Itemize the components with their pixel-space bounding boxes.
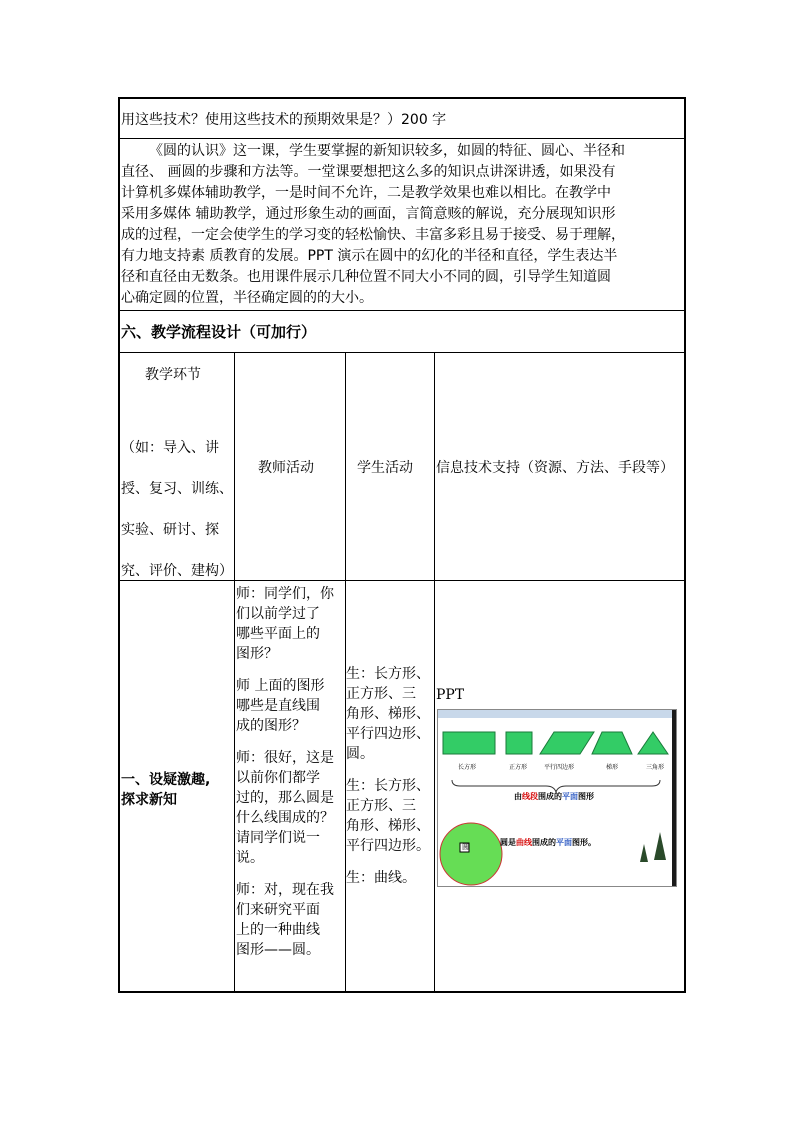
teacher-line: 说。 bbox=[236, 850, 264, 866]
ppt-slide-image bbox=[437, 709, 677, 887]
answer-line: 有力地支持素 质教育的发展。PPT 演示在圆中的幻化的半径和直径，学生表达半 bbox=[121, 248, 618, 264]
student-line: 平行四边形。 bbox=[346, 838, 430, 854]
row-divider bbox=[119, 352, 685, 353]
square-shape bbox=[506, 732, 532, 754]
caption-text: 围成的 bbox=[538, 792, 562, 801]
caption-blue-text: 平面 bbox=[556, 838, 572, 847]
slide-caption-circle bbox=[500, 837, 596, 848]
header-stage-note bbox=[121, 428, 233, 592]
teacher-line: 们以前学过了 bbox=[236, 606, 320, 622]
caption-text: 围成的 bbox=[532, 838, 556, 847]
parallelogram-shape bbox=[540, 732, 594, 754]
section-title: 六、教学流程设计（可加行） bbox=[121, 323, 317, 341]
stage-cell bbox=[121, 770, 210, 810]
teacher-line: 成的图形？ bbox=[236, 718, 306, 734]
col-divider bbox=[434, 352, 435, 992]
caption-text: 由 bbox=[514, 792, 522, 801]
student-line: 角形、梯形、 bbox=[346, 818, 430, 834]
student-line: 正方形、三 bbox=[346, 686, 416, 702]
rectangle-shape bbox=[443, 732, 495, 754]
teacher-line: 师 上面的图形 bbox=[236, 678, 325, 694]
circle-label: 圆 bbox=[462, 843, 469, 851]
shape-label: 平行四边形 bbox=[544, 764, 575, 771]
header-tech: 信息技术支持（资源、方法、手段等） bbox=[436, 460, 674, 476]
student-line: 平行四边形、 bbox=[346, 726, 430, 742]
row-divider bbox=[119, 138, 685, 139]
header-stage-note-line: （如：导入、讲 bbox=[121, 440, 219, 456]
teacher-line: 师：同学们，你 bbox=[236, 586, 334, 602]
teacher-line: 图形？ bbox=[236, 646, 278, 662]
tree-icon bbox=[654, 832, 666, 860]
student-line: 生：长方形、 bbox=[346, 778, 430, 794]
header-stage-note-line: 实验、研讨、探 bbox=[121, 522, 219, 538]
teacher-line: 上的一种曲线 bbox=[236, 922, 320, 938]
student-line: 圆。 bbox=[346, 746, 374, 762]
student-activity bbox=[346, 664, 434, 888]
teacher-line: 以前你们都学 bbox=[236, 770, 320, 786]
caption-text: 图形 bbox=[578, 792, 594, 801]
teacher-line: 师：对，现在我 bbox=[236, 882, 334, 898]
header-stage-note-line: 究、评价、建构） bbox=[121, 563, 233, 579]
student-line: 正方形、三 bbox=[346, 798, 416, 814]
teacher-line: 请同学们说一 bbox=[236, 830, 320, 846]
shape-label: 长方形 bbox=[458, 764, 477, 771]
teacher-line: 过的，那么圆是 bbox=[236, 790, 334, 806]
row-divider bbox=[119, 310, 685, 311]
caption-red-text: 线段 bbox=[522, 792, 538, 801]
caption-blue-text: 平面 bbox=[562, 792, 578, 801]
answer-line: 《圆的认识》这一课，学生要掌握的新知识较多，如圆的特征、圆心、半径和 bbox=[149, 143, 625, 159]
answer-line: 心确定圆的位置，半径确定圆的的大小。 bbox=[121, 290, 373, 306]
teacher-line: 哪些平面上的 bbox=[236, 626, 320, 642]
student-line: 生：曲线。 bbox=[346, 870, 416, 886]
header-teacher: 教师活动 bbox=[258, 460, 314, 476]
student-line: 生：长方形、 bbox=[346, 666, 430, 682]
teacher-line: 什么线围成的？ bbox=[236, 810, 334, 826]
teacher-line: 哪些是直线围 bbox=[236, 698, 320, 714]
caption-text: 图形。 bbox=[572, 838, 596, 847]
student-line: 角形、梯形、 bbox=[346, 706, 430, 722]
stage-line: 一、设疑激趣, bbox=[121, 772, 211, 788]
shape-label: 梯形 bbox=[606, 764, 619, 771]
shape-label: 三角形 bbox=[646, 764, 665, 771]
slide-caption-lines bbox=[514, 791, 594, 802]
teacher-line: 们来研究平面 bbox=[236, 902, 320, 918]
stage-line: 探求新知 bbox=[121, 792, 177, 808]
header-stage-note-line: 授、复习、训练、 bbox=[121, 481, 233, 497]
answer-line: 成的过程，一定会使学生的学习变的轻松愉快、丰富多彩且易于接受、易于理解， bbox=[121, 227, 625, 243]
teacher-activity bbox=[236, 584, 344, 960]
caption-red-text: 曲线 bbox=[516, 838, 532, 847]
tech-label: PPT bbox=[436, 687, 465, 703]
header-student: 学生活动 bbox=[357, 460, 413, 476]
trapezoid-shape bbox=[592, 732, 632, 754]
answer-paragraph bbox=[121, 141, 683, 309]
circle-shape bbox=[440, 823, 502, 885]
teacher-line: 师：很好，这是 bbox=[236, 750, 334, 766]
answer-line: 直径、 画圆的步骤和方法等。一堂课要想把这么多的知识点讲深讲透，如果没有 bbox=[121, 164, 616, 180]
question-text: 用这些技术？使用这些技术的预期效果是？）200 字 bbox=[121, 112, 447, 128]
tree-icon bbox=[640, 844, 648, 862]
header-stage-title: 教学环节 bbox=[145, 367, 201, 383]
shape-label: 正方形 bbox=[509, 764, 528, 771]
answer-line: 采用多媒体 辅助教学，通过形象生动的画面，言简意赅的解说，充分展现知识形 bbox=[121, 206, 616, 222]
caption-text: 圆是 bbox=[500, 838, 516, 847]
answer-line: 径和直径由无数条。也用课件展示几种位置不同大小不同的圆，引导学生知道圆 bbox=[121, 269, 611, 285]
triangle-shape bbox=[638, 732, 668, 754]
teacher-line: 图形——圆。 bbox=[236, 942, 320, 958]
answer-line: 计算机多媒体辅助教学，一是时间不允许，二是教学效果也难以相比。在教学中 bbox=[121, 185, 611, 201]
col-divider bbox=[234, 352, 235, 992]
